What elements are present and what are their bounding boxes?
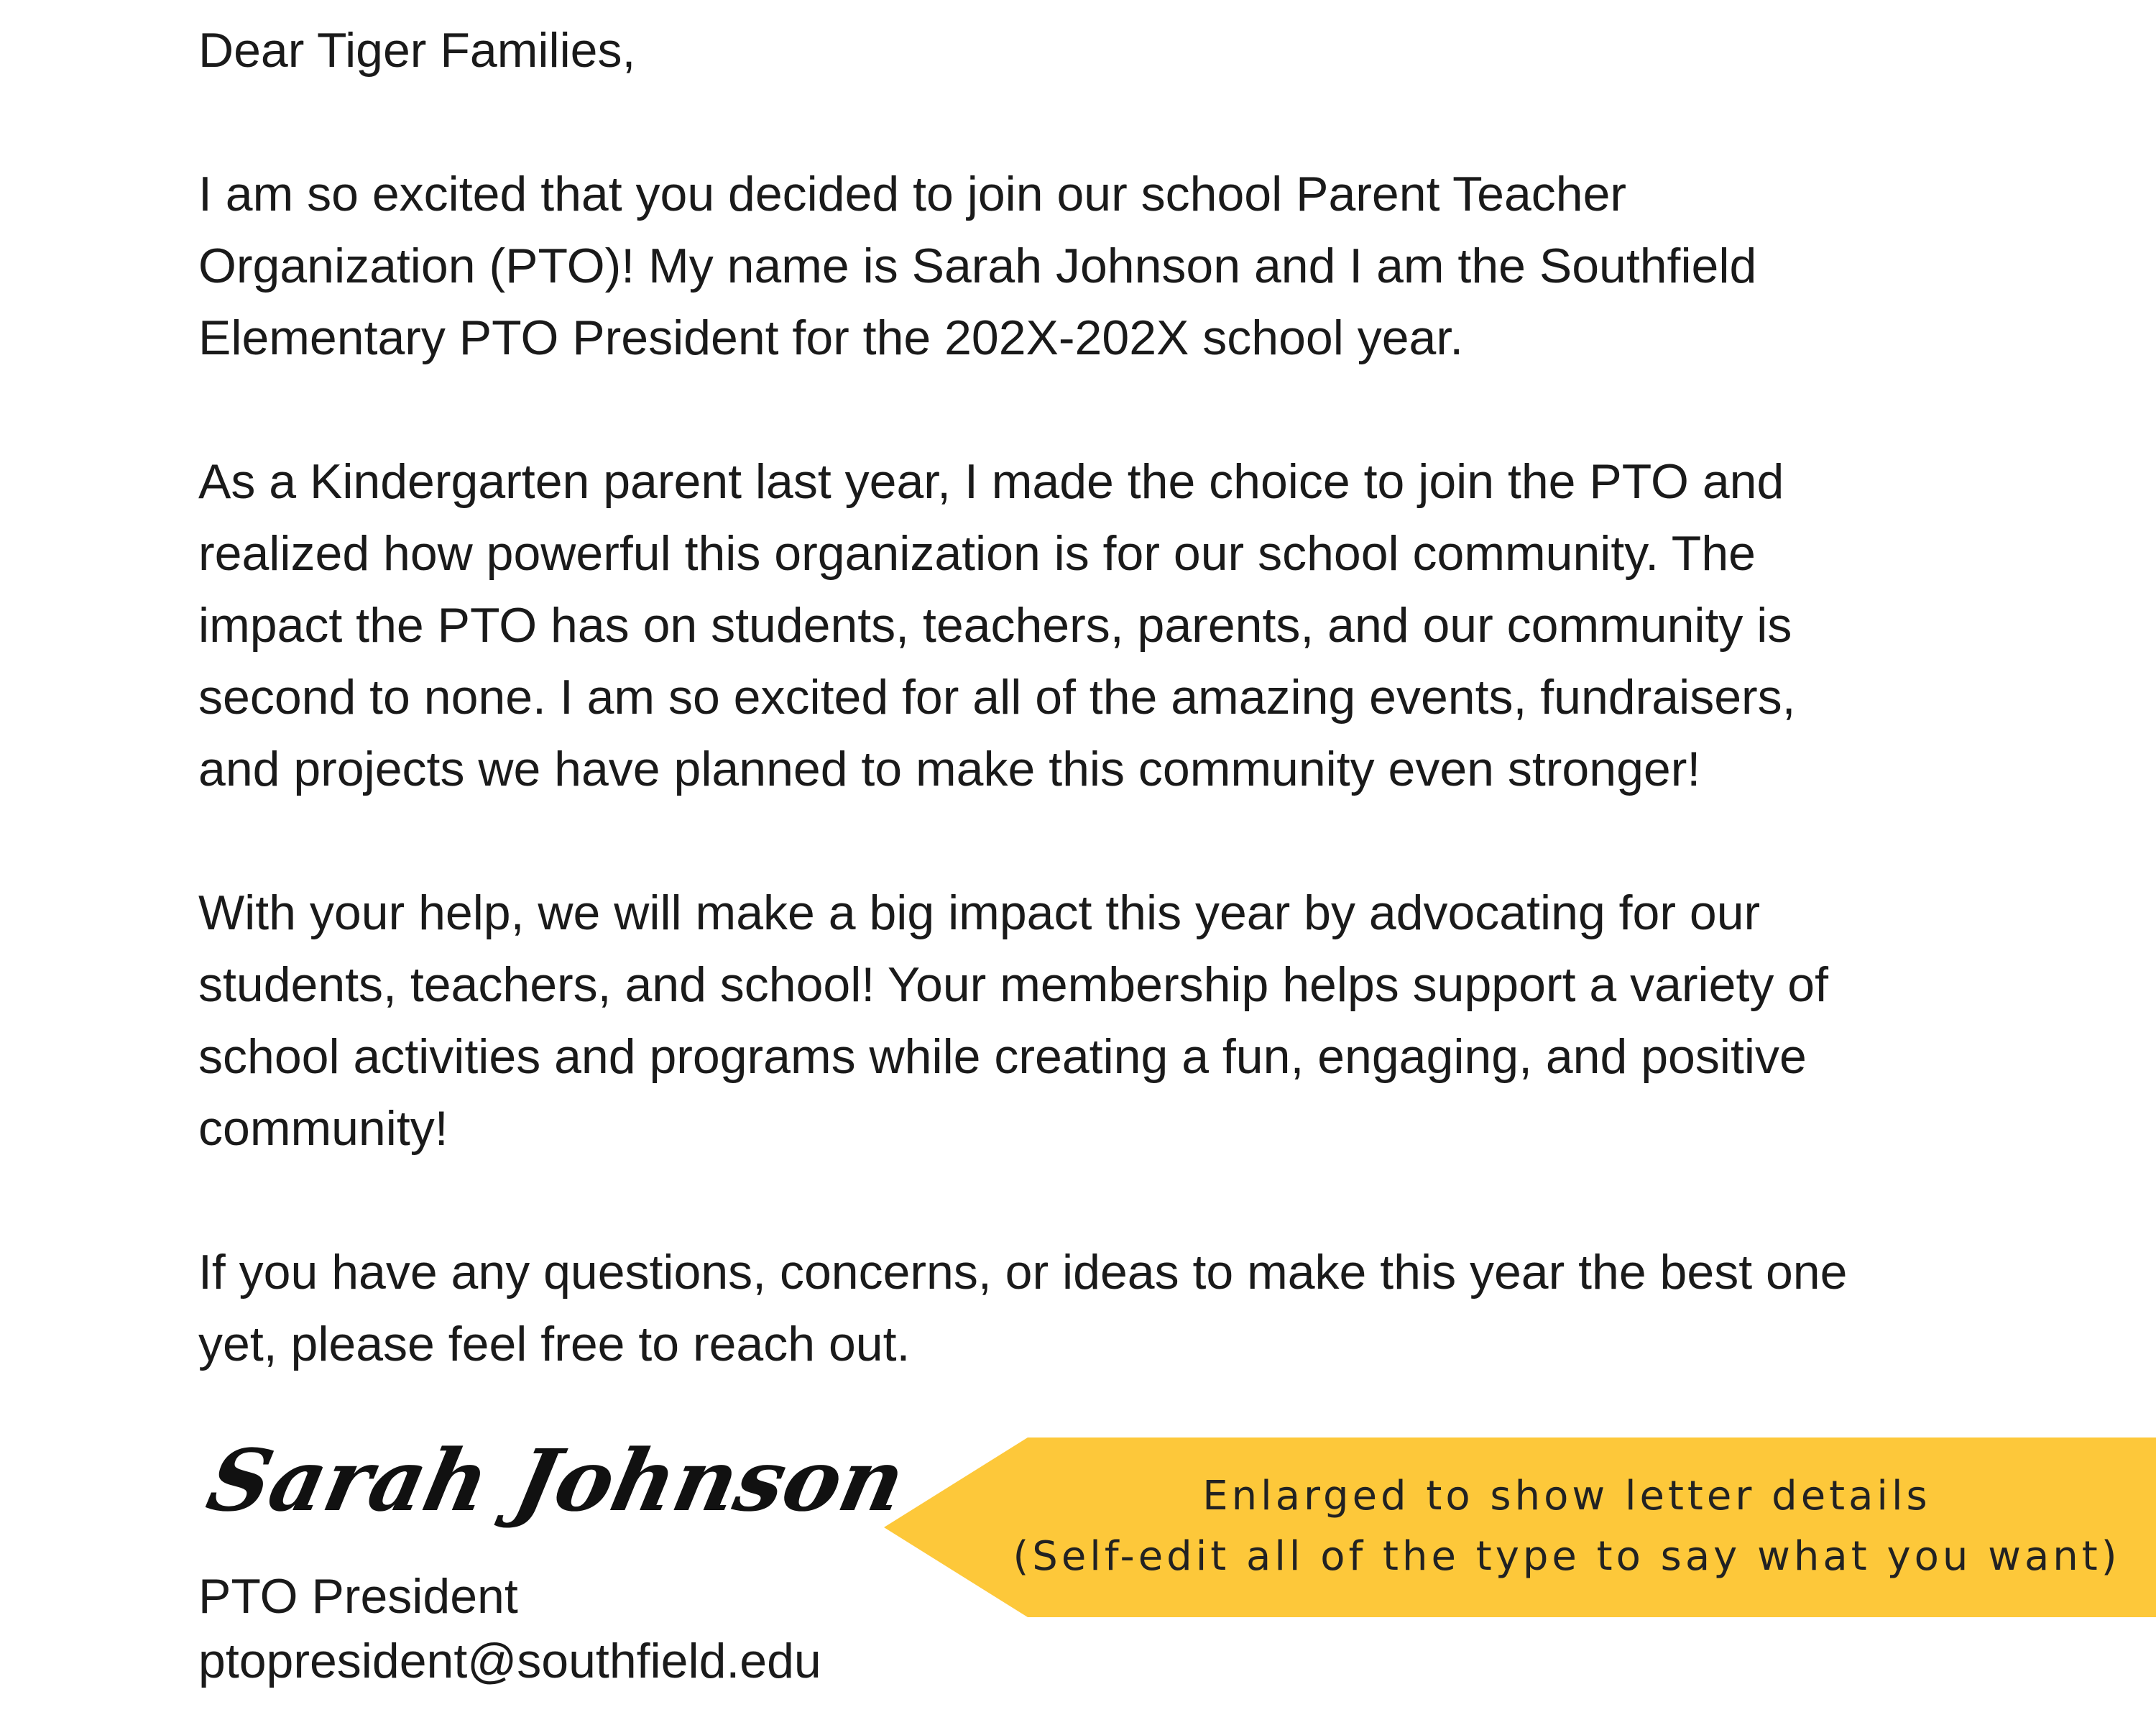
paragraph-line: school activities and programs while creating a fun, engaging, and positive: [198, 1029, 1807, 1084]
paragraph-closing: [198, 1236, 2009, 1380]
paragraph-line: realized how powerful this organization is for our school community. The: [198, 526, 1756, 581]
paragraph-line: Organization (PTO)! My name is Sarah Johnson and I am the Southfield: [198, 239, 1757, 293]
paragraph-line: If you have any questions, concerns, or ideas to make this year the best one: [198, 1245, 1848, 1300]
handwritten-signature: Sarah Johnson: [199, 1430, 914, 1530]
signer-email: ptopresident@southfield.edu: [198, 1634, 821, 1688]
banner-line-2: (Self-edit all of the type to say what you want): [1013, 1533, 2121, 1580]
paragraph-intro: [198, 158, 2009, 374]
paragraph-line: With your help, we will make a big impact this year by advocating for our: [198, 886, 1761, 940]
paragraph-line: community!: [198, 1101, 448, 1156]
paragraph-experience: [198, 446, 2009, 805]
paragraph-line: second to none. I am so excited for all of the amazing events, fundraisers,: [198, 670, 1796, 724]
paragraph-line: yet, please feel free to reach out.: [198, 1317, 911, 1371]
paragraph-line: As a Kindergarten parent last year, I made the choice to join the PTO and: [198, 454, 1784, 509]
banner-line-1: Enlarged to show letter details: [1202, 1473, 1931, 1519]
paragraph-line: impact the PTO has on students, teachers, parents, and our community is: [198, 598, 1792, 653]
paragraph-line: Elementary PTO President for the 202X-202X school year.: [198, 310, 1464, 365]
paragraph-line: I am so excited that you decided to join our school Parent Teacher: [198, 167, 1627, 221]
note-banner: [884, 1438, 2156, 1617]
paragraph-line: and projects we have planned to make this community even stronger!: [198, 742, 1701, 796]
banner-text: [992, 1466, 2142, 1587]
signer-title: PTO President: [198, 1569, 518, 1624]
letter-body: [198, 14, 2009, 1452]
paragraph-line: students, teachers, and school! Your membership helps support a variety of: [198, 957, 1828, 1012]
letter-greeting: Dear Tiger Families,: [198, 23, 636, 78]
paragraph-membership: [198, 877, 2009, 1164]
